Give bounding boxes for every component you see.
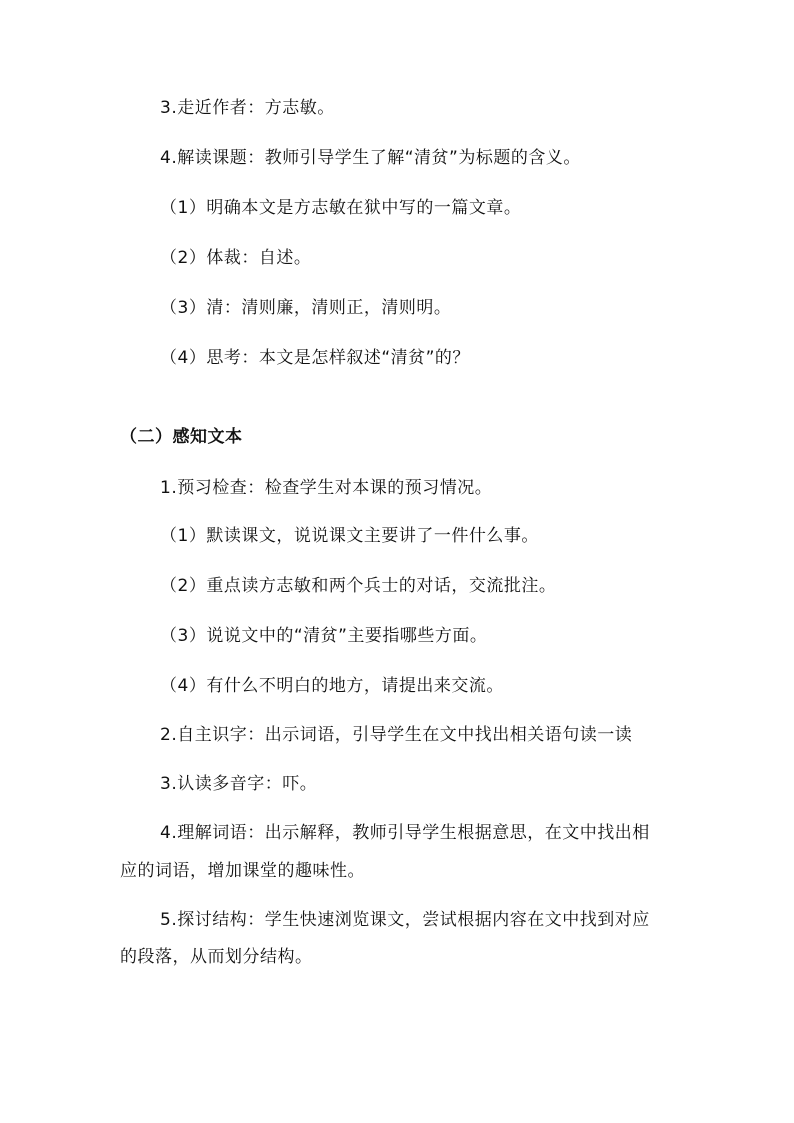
section-2-sub-item-3: （3）说说文中的“清贫”主要指哪些方面。 xyxy=(160,626,488,646)
item-3-author: 3.走近作者：方志敏。 xyxy=(160,98,335,118)
section-2-item-5-line-1: 5.探讨结构：学生快速浏览课文，尝试根据内容在文中找到对应 xyxy=(160,910,650,930)
sub-item-1: （1）明确本文是方志敏在狱中写的一篇文章。 xyxy=(160,198,522,218)
section-2-item-5-line-2: 的段落，从而划分结构。 xyxy=(120,947,313,967)
section-2-item-1: 1.预习检查：检查学生对本课的预习情况。 xyxy=(160,478,493,498)
section-2-item-2: 2.自主识字：出示词语，引导学生在文中找出相关语句读一读 xyxy=(160,725,633,745)
section-2-item-4-line-1: 4.理解词语：出示解释，教师引导学生根据意思，在文中找出相 xyxy=(160,823,650,843)
section-2-item-4-line-2: 应的词语，增加课堂的趣味性。 xyxy=(120,861,365,881)
sub-item-2: （2）体裁：自述。 xyxy=(160,248,312,268)
section-2-sub-item-2: （2）重点读方志敏和两个兵士的对话，交流批注。 xyxy=(160,576,557,596)
section-2-sub-item-1: （1）默读课文，说说课文主要讲了一件什么事。 xyxy=(160,526,539,546)
sub-item-3: （3）清：清则廉，清则正，清则明。 xyxy=(160,298,452,318)
section-2-item-3: 3.认读多音字：吓。 xyxy=(160,774,318,794)
section-2-sub-item-4: （4）有什么不明白的地方，请提出来交流。 xyxy=(160,676,504,696)
item-4-title-interpretation: 4.解读课题：教师引导学生了解“清贫”为标题的含义。 xyxy=(160,148,581,168)
sub-item-4: （4）思考：本文是怎样叙述“清贫”的？ xyxy=(160,348,470,368)
section-2-heading: （二）感知文本 xyxy=(120,427,243,447)
